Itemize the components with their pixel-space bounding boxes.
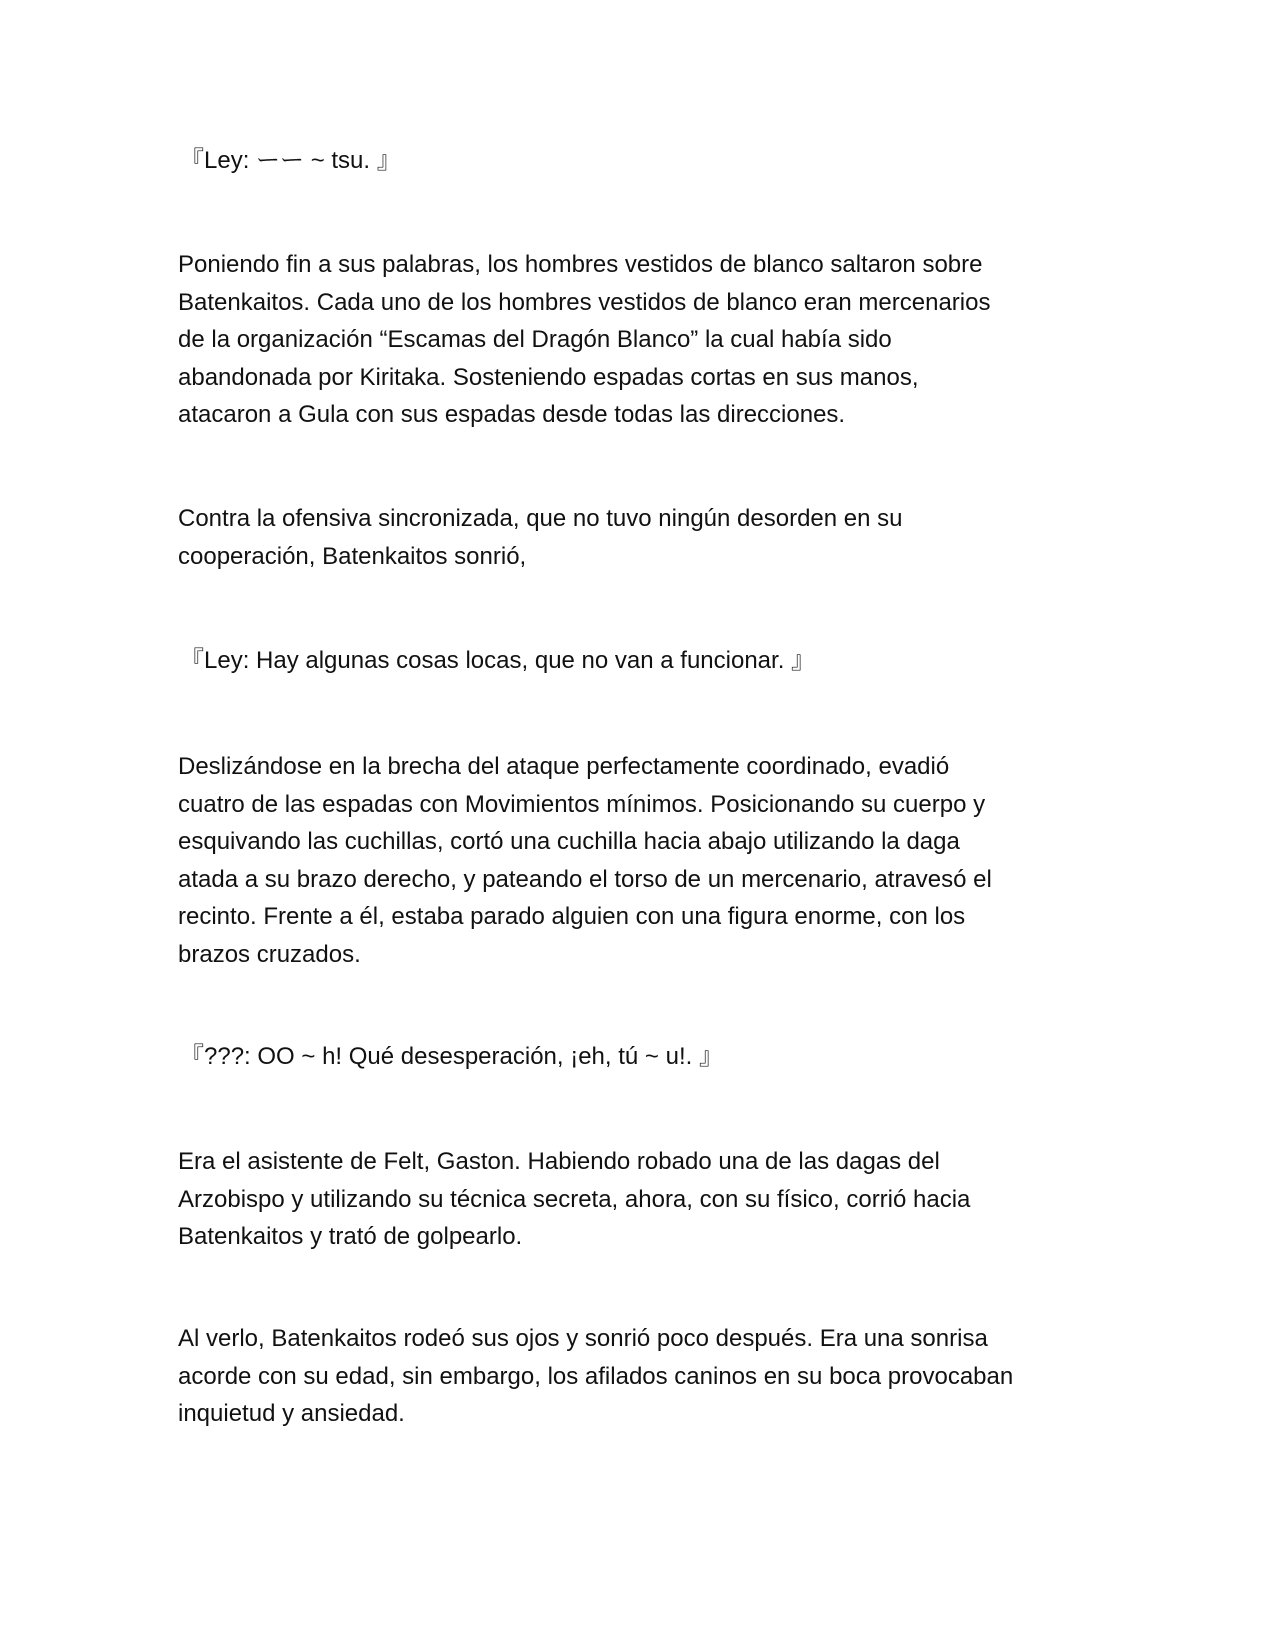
text-line: Arzobispo y utilizando su técnica secreta, ahora, con su físico, corrió hacia [178, 1185, 971, 1213]
text-line: Poniendo fin a sus palabras, los hombres vestidos de blanco saltaron sobre [178, 251, 983, 278]
text-line: Deslizándose en la brecha del ataque perfectamente coordinado, evadió [178, 753, 950, 780]
dialogue-unknown [180, 1038, 1100, 1076]
text-line: brazos cruzados. [178, 940, 361, 968]
text-line: cooperación, Batenkaitos sonrió, [178, 542, 527, 570]
text-line: esquivando las cuchillas, cortó una cuchilla hacia abajo utilizando la daga [178, 828, 960, 855]
text-line: Era el asistente de Felt, Gaston. Habiendo robado una de las dagas del [178, 1148, 940, 1175]
text-line: recinto. Frente a él, estaba parado alguien con una figura enorme, con los [178, 903, 966, 930]
text-line: de la organización “Escamas del Dragón Blanco” la cual había sido [178, 326, 892, 353]
text-line: cuatro de las espadas con Movimientos mínimos. Posicionando su cuerpo y [178, 790, 986, 818]
text-line: 『Ley: ーー ~ tsu. 』 [180, 147, 401, 174]
paragraph-1 [178, 246, 1098, 434]
paragraph-4 [178, 1143, 1098, 1256]
text-line: 『???: OO ~ h! Qué desesperación, ¡eh, tú ~ u!. 』 [180, 1043, 723, 1070]
dialogue-ley-1 [180, 142, 1100, 180]
text-line: acorde con su edad, sin embargo, los afilados caninos en su boca provocaban [178, 1362, 1014, 1390]
text-line: atacaron a Gula con sus espadas desde todas las direcciones. [178, 401, 846, 428]
text-line: abandonada por Kiritaka. Sosteniendo espadas cortas en sus manos, [178, 363, 919, 391]
text-line: 『Ley: Hay algunas cosas locas, que no van a funcionar. 』 [180, 647, 816, 674]
text-line: Batenkaitos. Cada uno de los hombres vestidos de blanco eran mercenarios [178, 288, 991, 316]
dialogue-ley-2 [180, 642, 1100, 680]
text-line: atada a su brazo derecho, y pateando el torso de un mercenario, atravesó el [178, 865, 992, 893]
text-line: Batenkaitos y trató de golpearlo. [178, 1223, 523, 1250]
paragraph-2 [178, 500, 1098, 575]
text-line: Contra la ofensiva sincronizada, que no tuvo ningún desorden en su [178, 505, 903, 532]
paragraph-5 [178, 1320, 1098, 1433]
text-line: Al verlo, Batenkaitos rodeó sus ojos y sonrió poco después. Era una sonrisa [178, 1325, 988, 1352]
paragraph-3 [178, 748, 1098, 973]
text-line: inquietud y ansiedad. [178, 1400, 405, 1427]
